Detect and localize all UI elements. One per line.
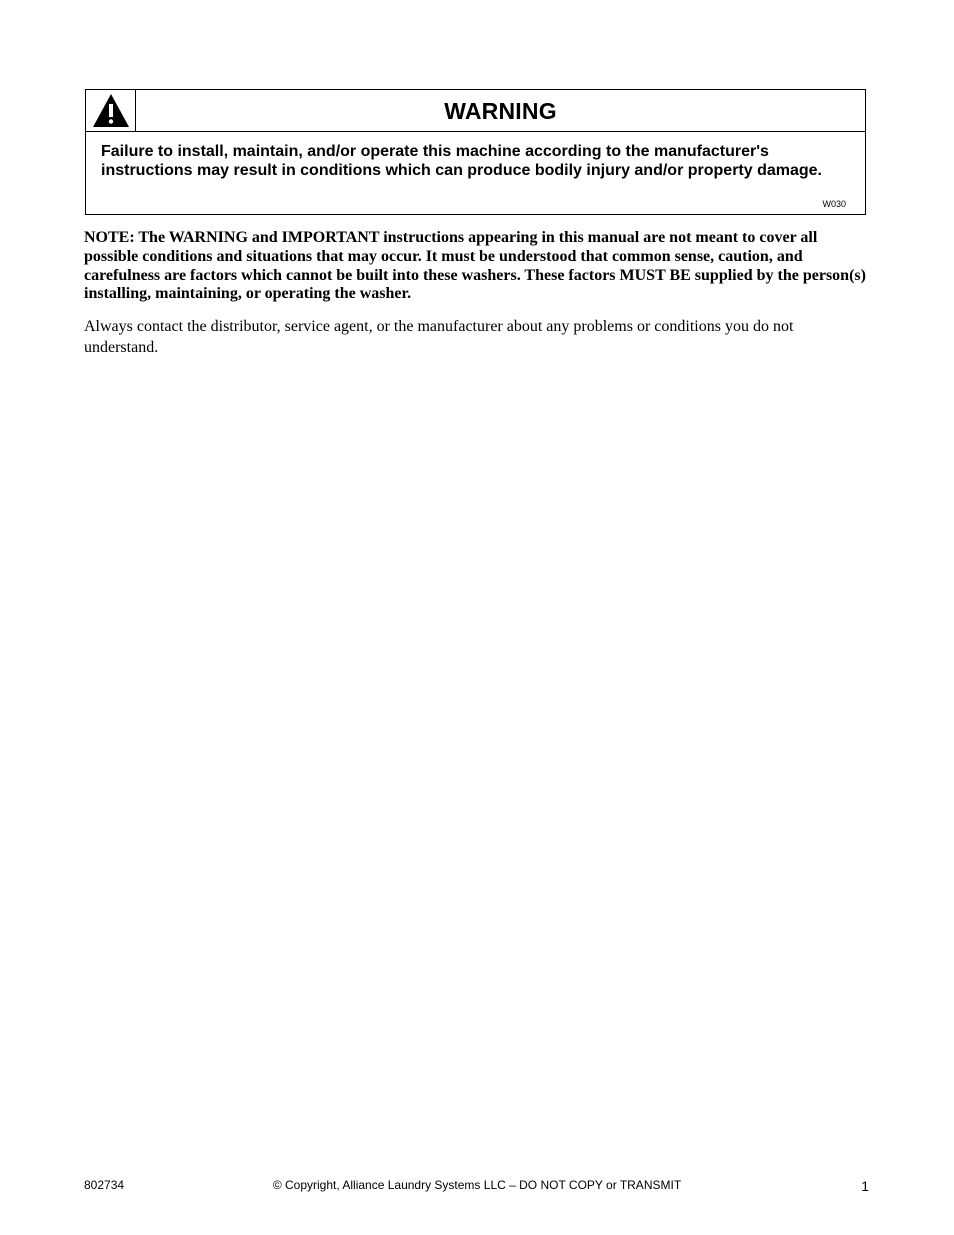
warning-title: WARNING: [444, 98, 557, 124]
warning-icon-cell: [86, 90, 136, 131]
footer-document-number: 802734: [84, 1178, 125, 1192]
warning-message: Failure to install, maintain, and/or operate this machine according to the manufacturer's instructions may result in conditions which can produce bodily injury and/or property damage.: [101, 143, 822, 179]
warning-triangle-icon: [92, 93, 130, 128]
contact-paragraph: Always contact the distributor, service agent, or the manufacturer about any problems or conditions you do not understand.: [84, 318, 794, 356]
warning-header: [86, 90, 865, 132]
warning-code: W030: [822, 199, 846, 209]
footer-page-number: 1: [861, 1178, 869, 1194]
warning-box: [85, 89, 866, 215]
note-paragraph: NOTE: The WARNING and IMPORTANT instructions appearing in this manual are not meant to cover all possible conditions and situations that may occur. It must be understood that common sense, caution, and carefulness are factors which cannot be built into these washers. These factors MUST BE supplied by the person(s) installing, maintaining, or operating the washer.: [84, 229, 866, 303]
footer-copyright: © Copyright, Alliance Laundry Systems LLC – DO NOT COPY or TRANSMIT: [272, 1178, 682, 1192]
